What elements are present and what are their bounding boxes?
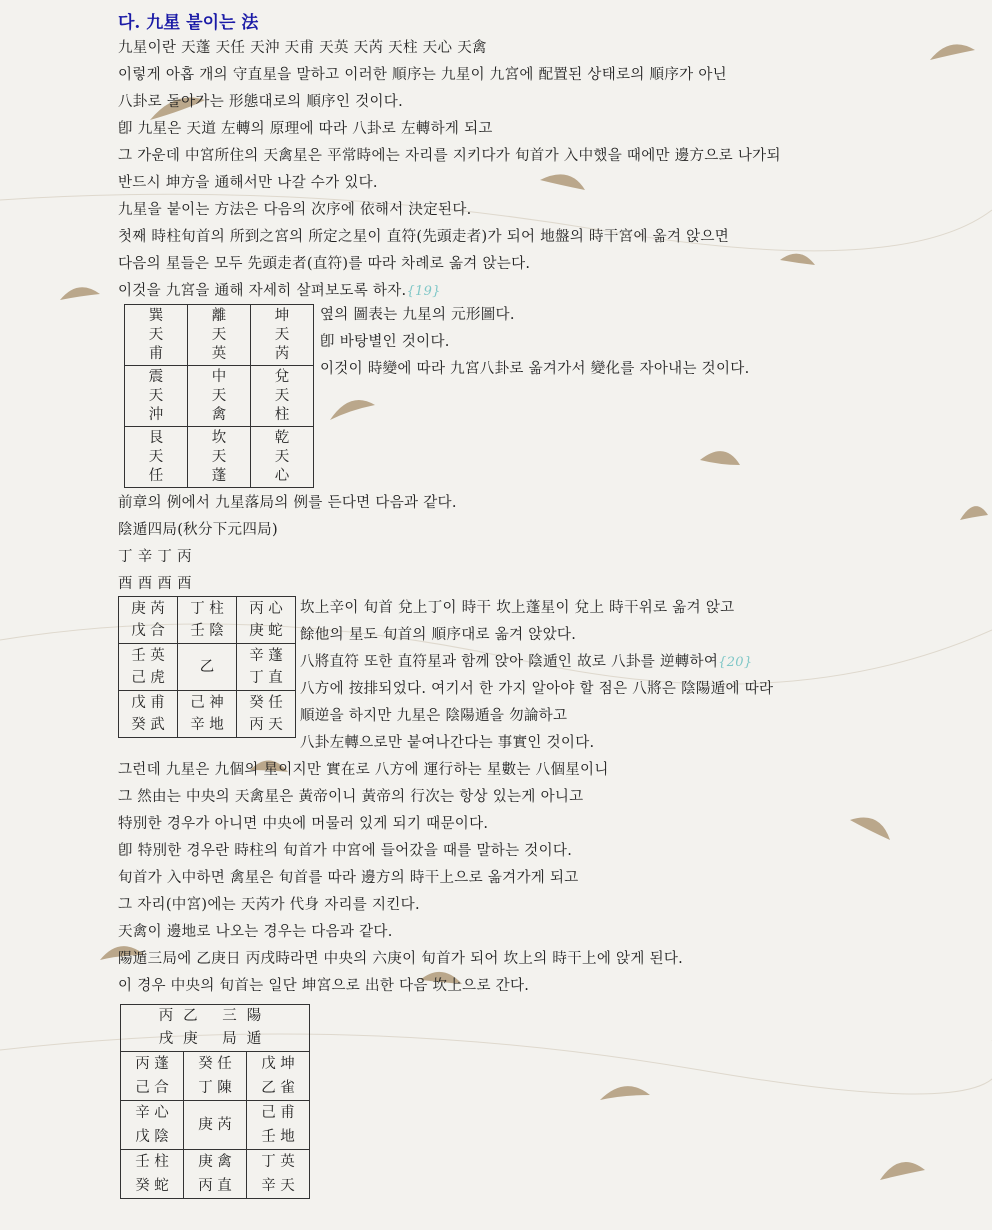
text-line xyxy=(118,281,441,302)
table-cell: 丙 蓬 己 合 xyxy=(121,1052,184,1101)
text-line: 前章의 例에서 九星落局의 例를 든다면 다음과 같다. xyxy=(118,495,457,511)
header-line: 戌庚 局遁 xyxy=(158,1031,272,1047)
text-line: 陰遁四局(秋分下元四局) xyxy=(118,522,278,538)
text-line: 이 경우 中央의 旬首는 일단 坤宮으로 出한 다음 坎上으로 간다. xyxy=(118,978,530,994)
table-note: 이것이 時變에 따라 九宮八卦로 옮겨가서 變化를 자아내는 것이다. xyxy=(320,361,750,377)
table-note: 卽 바탕별인 것이다. xyxy=(320,334,450,350)
text-line: 旬首가 入中하면 禽星은 旬首를 따라 邊方의 時干上으로 옮겨가게 되고 xyxy=(118,870,579,886)
table-cell: 兌 天 柱 xyxy=(251,366,314,427)
header-line: 丙乙 三陽 xyxy=(158,1008,272,1024)
table-cell: 丁 英 辛 天 xyxy=(247,1150,310,1199)
table-cell: 庚 芮 xyxy=(184,1101,247,1150)
yin-dun-four-table xyxy=(118,596,296,738)
table-cell: 庚 禽 丙 直 xyxy=(184,1150,247,1199)
table-cell: 中 天 禽 xyxy=(188,366,251,427)
note-text: 坎上辛이 旬首 兌上丁이 時干 坎上蓬星이 兌上 時干위로 옮겨 앉고 xyxy=(300,600,735,616)
table-note xyxy=(300,625,576,645)
text-line: 酉 酉 酉 酉 xyxy=(118,576,192,592)
table-cell: 壬 英 己 虎 xyxy=(119,644,178,691)
table-cell: 癸 任 丙 天 xyxy=(237,691,296,738)
table-cell: 壬 柱 癸 蛇 xyxy=(121,1150,184,1199)
text-line: 卽 九星은 天道 左轉의 原理에 따라 八卦로 左轉하게 되고 xyxy=(118,121,493,137)
text-line: 卽 特別한 경우란 時柱의 旬首가 中宮에 들어갔을 때를 말하는 것이다. xyxy=(118,843,573,859)
text-line: 八卦로 돌아가는 形態대로의 順序인 것이다. xyxy=(118,94,404,110)
yang-dun-three-table xyxy=(120,1004,310,1199)
note-text: 順逆을 하지만 九星은 陰陽遁을 勿論하고 xyxy=(300,708,568,724)
table-cell: 坤 天 芮 xyxy=(251,305,314,366)
note-text: 餘他의 星도 旬首의 順序대로 옮겨 앉았다. xyxy=(300,627,577,643)
text-line: 반드시 坤方을 通해서만 나갈 수가 있다. xyxy=(118,175,378,191)
table-cell: 乙 xyxy=(178,644,237,691)
table-cell: 離 天 英 xyxy=(188,305,251,366)
section-title: 다. 九星 붙이는 法 xyxy=(118,13,259,33)
text-line: 陽遁三局에 乙庚日 丙戌時라면 中央의 六庚이 旬首가 되어 坎上의 時干上에 앉게 된다. xyxy=(118,951,684,967)
table-cell: 戊 甫 癸 武 xyxy=(119,691,178,738)
footnote-ref[interactable]: {20} xyxy=(718,655,753,670)
table-note xyxy=(300,679,773,699)
text-line: 그 가운데 中宮所住의 天禽星은 平常時에는 자리를 지키다가 旬首가 入中했을 때에만 邊方으로 나가되 xyxy=(118,148,781,164)
table-cell: 辛 心 戊 陰 xyxy=(121,1101,184,1150)
text-line: 그런데 九星은 九個의 星이지만 實在로 八方에 運行하는 星數는 八個星이니 xyxy=(118,762,609,778)
text-line: 이렇게 아홉 개의 守直星을 말하고 이러한 順序는 九星이 九宮에 配置된 상태로의 順序가 아닌 xyxy=(118,67,727,83)
table-note xyxy=(300,706,567,726)
text-line: 첫째 時柱旬首의 所到之宮의 所定之星이 直符(先頭走者)가 되어 地盤의 時干宮에 옮겨 앉으면 xyxy=(118,229,730,245)
line-text: 이것을 九宮을 通해 자세히 살펴보도록 하자. xyxy=(118,283,407,299)
table-note xyxy=(300,652,752,673)
note-text: 八方에 按排되었다. 여기서 한 가지 알아야 할 점은 八將은 陰陽遁에 따라 xyxy=(300,681,774,697)
table-note: 옆의 圖表는 九星의 元形圖다. xyxy=(320,307,515,323)
table-cell: 己 神 辛 地 xyxy=(178,691,237,738)
table-note xyxy=(300,598,734,618)
table-note: 八卦左轉으로만 붙여나간다는 事實인 것이다. xyxy=(300,735,595,751)
text-line: 그 자리(中宮)에는 天芮가 代身 자리를 지킨다. xyxy=(118,897,420,913)
table-cell: 癸 任 丁 陳 xyxy=(184,1052,247,1101)
table-cell: 艮 天 任 xyxy=(125,427,188,488)
nine-star-origin-table xyxy=(124,304,314,488)
table-cell: 庚 芮 戊 合 xyxy=(119,597,178,644)
text-line: 天禽이 邊地로 나오는 경우는 다음과 같다. xyxy=(118,924,393,940)
table-cell: 辛 蓬 丁 直 xyxy=(237,644,296,691)
table-cell: 己 甫 壬 地 xyxy=(247,1101,310,1150)
table-cell: 乾 天 心 xyxy=(251,427,314,488)
table-cell: 巽 天 甫 xyxy=(125,305,188,366)
table-cell: 戊 坤 乙 雀 xyxy=(247,1052,310,1101)
footnote-ref[interactable]: {19} xyxy=(406,284,441,299)
text-line: 九星을 붙이는 方法은 다음의 次序에 依해서 決定된다. xyxy=(118,202,472,218)
text-line: 다음의 星들은 모두 先頭走者(直符)를 따라 차례로 옮겨 앉는다. xyxy=(118,256,531,272)
text-line: 特別한 경우가 아니면 中央에 머물러 있게 되기 때문이다. xyxy=(118,816,489,832)
text-line: 丁 辛 丁 丙 xyxy=(118,549,192,565)
table-cell: 坎 天 蓬 xyxy=(188,427,251,488)
note-text: 八將直符 또한 直符星과 함께 앉아 陰遁인 故로 八卦를 逆轉하여 xyxy=(300,654,719,670)
text-line: 九星이란 天蓬 天任 天沖 天甫 天英 天芮 天柱 天心 天禽 xyxy=(118,40,487,56)
table-cell: 震 天 沖 xyxy=(125,366,188,427)
table-header xyxy=(121,1005,310,1052)
table-cell: 丙 心 庚 蛇 xyxy=(237,597,296,644)
text-line: 그 然由는 中央의 天禽星은 黃帝이니 黃帝의 行次는 항상 있는게 아니고 xyxy=(118,789,584,805)
table-cell: 丁 柱 壬 陰 xyxy=(178,597,237,644)
